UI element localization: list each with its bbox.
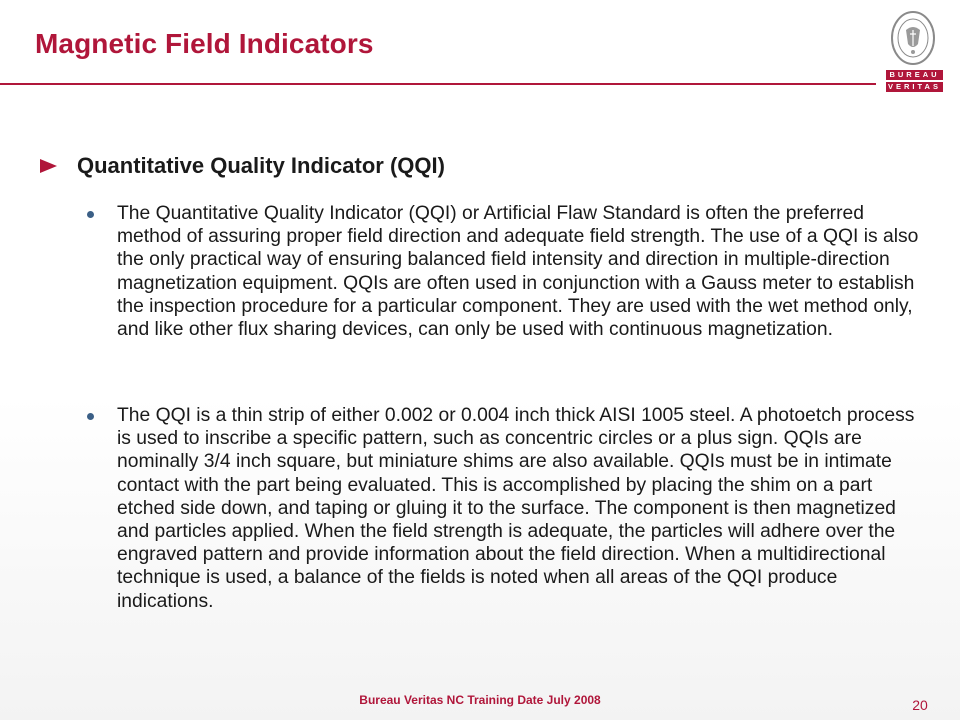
footer-text: Bureau Veritas NC Training Date July 2008 bbox=[359, 693, 601, 707]
seal-icon bbox=[890, 10, 936, 66]
section-heading-text: Quantitative Quality Indicator (QQI) bbox=[77, 153, 445, 178]
logo-word-veritas: VERITAS bbox=[886, 82, 943, 92]
round-dot-icon bbox=[87, 211, 94, 218]
bullet-paragraph-text: The QQI is a thin strip of either 0.002 or 0.004 inch thick AISI 1005 steel. A photoetch process is used to inscribe a specific pattern, such as concentric circles or a plus sign. QQIs are nominally 3/4 inch square, but miniature shims are also available. QQIs must be in intimate contact with the part being evaluated. This is accomplished by placing the shim on a part etched side down, and taping or gluing it to the surface. The component is then magnetized and particles applied. When the field strength is adequate, the particles will adhere over the engraved pattern and provide information about the field direction. When a multidirectional technique is used, a balance of the fields is noted when all areas of the QQI produce indications. bbox=[117, 405, 915, 612]
round-dot-icon bbox=[87, 413, 94, 420]
slide-title: Magnetic Field Indicators bbox=[35, 28, 374, 59]
right-triangle-arrow-icon bbox=[40, 159, 57, 173]
bullet-paragraph bbox=[83, 202, 933, 341]
bureau-veritas-logo bbox=[883, 10, 943, 90]
bullet-paragraph bbox=[83, 404, 933, 613]
section-heading bbox=[40, 153, 445, 179]
title-divider bbox=[0, 83, 876, 85]
page-number: 20 bbox=[912, 697, 928, 713]
bullet-paragraph-text: The Quantitative Quality Indicator (QQI) or Artificial Flaw Standard is often the preferred method of assuring proper field direction and adequate field strength. The use of a QQI is also the only practical way of ensuring balanced field intensity and direction in multiple-direction magnetization equipment. QQIs are often used in conjunction with a Gauss meter to establish the inspection procedure for a particular component. They are used with the wet method only, and like other flux sharing devices, can only be used with continuous magnetization. bbox=[117, 203, 919, 341]
logo-word-bureau: BUREAU bbox=[886, 70, 943, 80]
